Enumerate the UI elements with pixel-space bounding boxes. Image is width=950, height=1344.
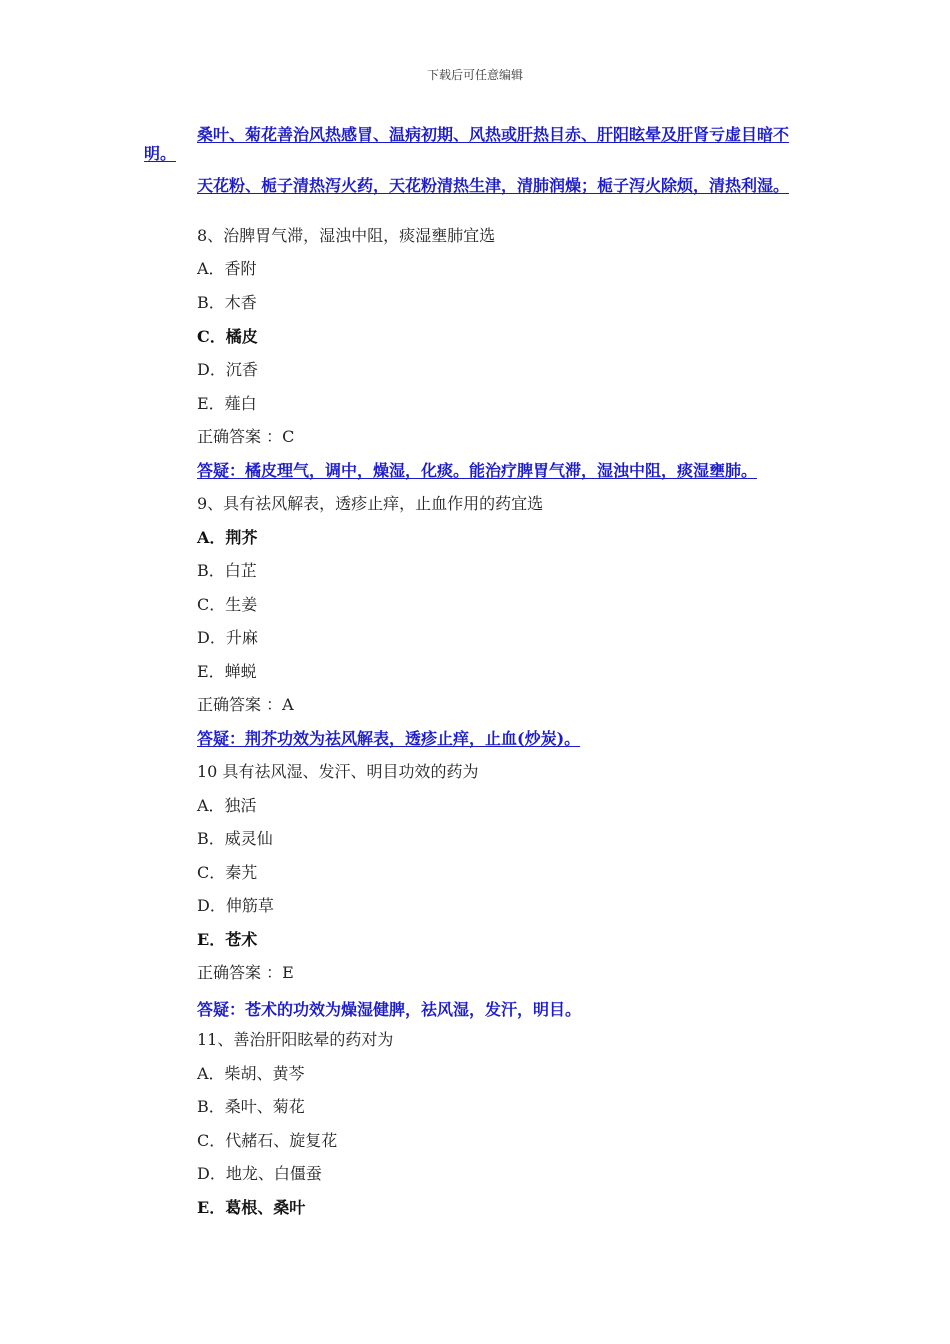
q10-option-a: A．独活 bbox=[197, 796, 257, 815]
q11-option-b: B．桑叶、菊花 bbox=[197, 1097, 305, 1116]
q10-option-b: B．威灵仙 bbox=[197, 829, 273, 848]
q9-option-d: D．升麻 bbox=[197, 628, 258, 647]
page-header: 下载后可任意编辑 bbox=[426, 68, 523, 82]
q11-option-a: A．柴胡、黄芩 bbox=[197, 1064, 305, 1083]
explanation-block-1 bbox=[144, 125, 804, 163]
explanation-text: 桑叶、菊花善治风热感冒、温病初期、风热或肝热目赤、肝阳眩晕及肝肾亏虚目暗不明。 bbox=[144, 125, 790, 163]
q8-option-b: B．木香 bbox=[197, 293, 257, 312]
q8-option-d: D．沉香 bbox=[197, 360, 258, 379]
q9-option-e: E．蝉蜕 bbox=[197, 662, 257, 681]
q9-option-b: B．白芷 bbox=[197, 561, 257, 580]
explanation-text: 答疑：荆芥功效为祛风解表，透疹止痒，止血(炒炭)。 bbox=[197, 729, 581, 748]
q8-explanation bbox=[144, 461, 757, 480]
question-11: 11、善治肝阳眩晕的药对为 bbox=[197, 1030, 394, 1049]
question-8: 8、治脾胃气滞，湿浊中阻，痰湿壅肺宜选 bbox=[197, 226, 496, 245]
explanation-text: 天花粉、栀子清热泻火药，天花粉清热生津，清肺润燥；栀子泻火除烦，清热利湿。 bbox=[197, 176, 790, 195]
q8-option-c: C．橘皮 bbox=[197, 327, 258, 346]
q11-option-c: C．代赭石、旋复花 bbox=[197, 1131, 338, 1150]
question-10: 10 具有祛风湿、发汗、明目功效的药为 bbox=[197, 762, 479, 781]
q11-option-d: D．地龙、白僵蚕 bbox=[197, 1164, 322, 1183]
explanation-text: 答疑：橘皮理气，调中，燥湿，化痰。能治疗脾胃气滞，湿浊中阻，痰湿壅肺。 bbox=[197, 461, 758, 480]
q10-option-c: C．秦艽 bbox=[197, 863, 258, 882]
q8-option-e: E．薤白 bbox=[197, 394, 257, 413]
q10-explanation: 答疑：苍术的功效为燥湿健脾，祛风湿，发汗，明目。 bbox=[197, 1000, 582, 1019]
q9-option-c: C．生姜 bbox=[197, 595, 258, 614]
question-9: 9、具有祛风解表，透疹止痒，止血作用的药宜选 bbox=[197, 494, 544, 513]
q8-answer: 正确答案 ：C bbox=[197, 427, 295, 446]
q8-option-a: A．香附 bbox=[197, 259, 257, 278]
q9-explanation bbox=[144, 729, 580, 748]
q9-option-a: A．荆芥 bbox=[197, 528, 258, 547]
q11-option-e: E．葛根、桑叶 bbox=[197, 1198, 306, 1217]
q9-answer: 正确答案 ：A bbox=[197, 695, 294, 714]
explanation-block-2 bbox=[144, 176, 804, 195]
q10-option-d: D．伸筋草 bbox=[197, 896, 274, 915]
q10-option-e: E．苍术 bbox=[197, 930, 258, 949]
q10-answer: 正确答案 ：E bbox=[197, 963, 294, 982]
